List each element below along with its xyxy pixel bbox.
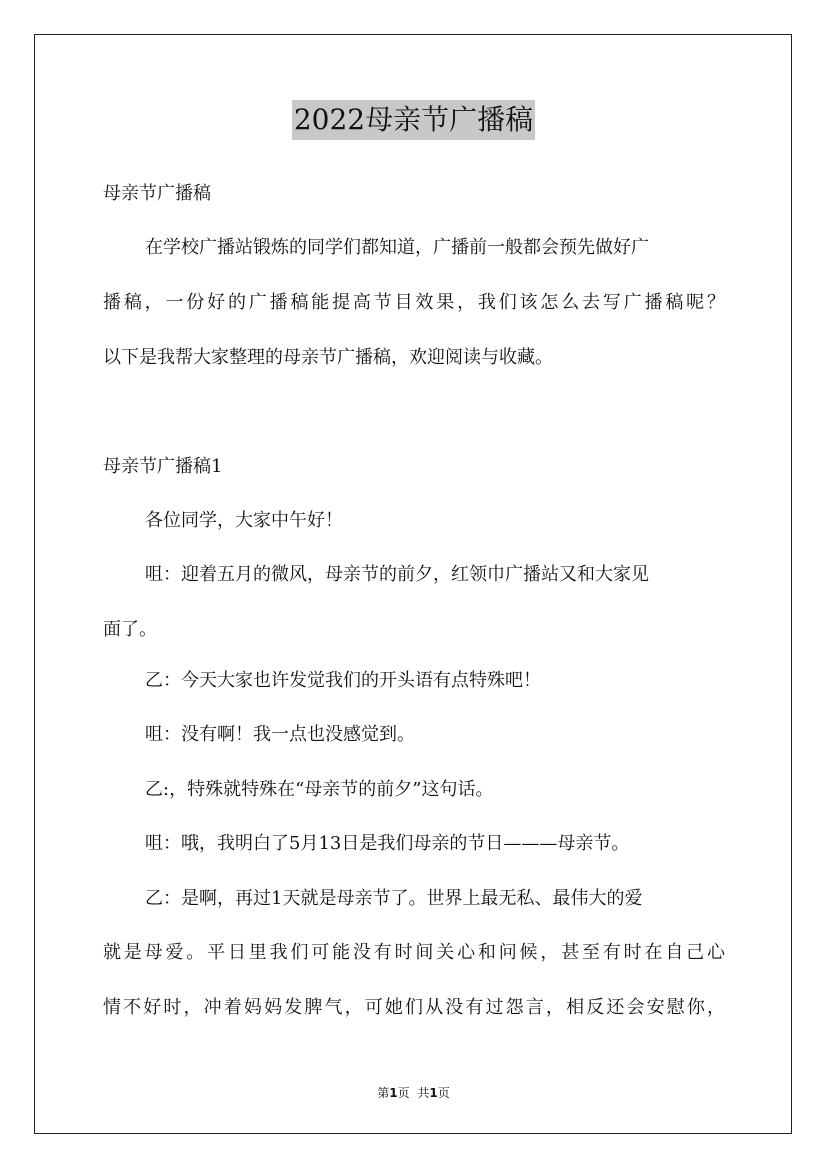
page-number: 1 — [389, 1086, 398, 1100]
body-line: 乙：是啊，再过1天就是母亲节了。世界上最无私、最伟大的爱 — [145, 888, 643, 909]
body-line: 咀：哦，我明白了5月13日是我们母亲的节日———母亲节。 — [145, 833, 630, 854]
document-title: 2022母亲节广播稿 — [292, 100, 535, 140]
body-line: 情不好时，冲着妈妈发脾气，可她们从没有过怨言，相反还会安慰你， — [103, 997, 725, 1018]
section-heading: 母亲节广播稿 — [103, 183, 211, 204]
body-line: 就是母爱。平日里我们可能没有时间关心和问候，甚至有时在自己心 — [103, 942, 725, 963]
page-suffix: 页 — [397, 1086, 410, 1100]
page-prefix: 第 — [377, 1086, 390, 1100]
body-line: 在学校广播站锻炼的同学们都知道，广播前一般都会预先做好广 — [145, 237, 649, 258]
body-line: 咀：迎着五月的微风，母亲节的前夕，红领巾广播站又和大家见 — [145, 564, 649, 585]
body-line: 以下是我帮大家整理的母亲节广播稿，欢迎阅读与收藏。 — [103, 347, 553, 368]
page-footer — [0, 1084, 827, 1101]
body-line: 乙:，特殊就特殊在“母亲节的前夕”这句话。 — [145, 779, 494, 800]
total-prefix: 共 — [417, 1086, 430, 1100]
body-line: 面了。 — [103, 619, 157, 640]
total-suffix: 页 — [437, 1086, 450, 1100]
total-pages: 1 — [429, 1086, 438, 1100]
body-line: 播稿，一份好的广播稿能提高节目效果，我们该怎么去写广播稿呢？ — [103, 292, 725, 313]
title-wrap — [0, 100, 827, 140]
body-line: 各位同学，大家中午好！ — [145, 510, 343, 531]
section-heading: 母亲节广播稿1 — [103, 456, 223, 477]
body-line: 乙：今天大家也许发觉我们的开头语有点特殊吧！ — [145, 670, 541, 691]
body-line: 咀：没有啊！我一点也没感觉到。 — [145, 724, 415, 745]
